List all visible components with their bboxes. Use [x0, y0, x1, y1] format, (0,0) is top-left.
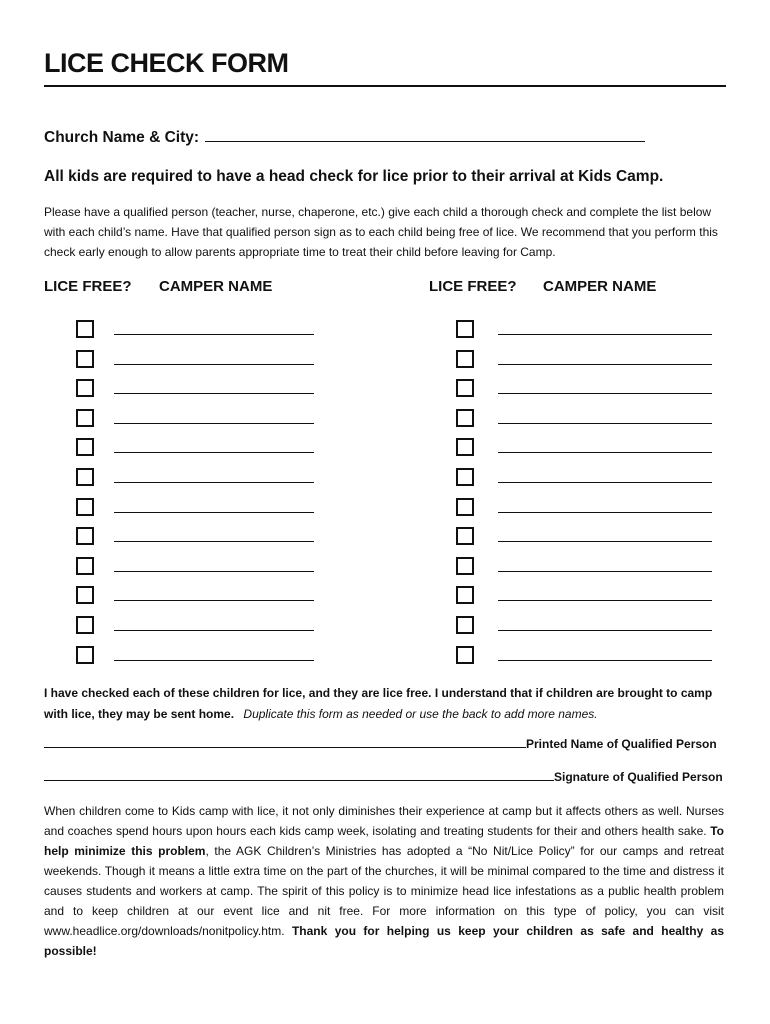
- right-camper-row: [456, 584, 716, 614]
- lice-free-checkbox[interactable]: [76, 498, 94, 516]
- lice-free-checkbox[interactable]: [76, 379, 94, 397]
- right-camper-row: [456, 555, 716, 585]
- camper-name-input-line[interactable]: [114, 541, 314, 542]
- left-camper-row: [76, 318, 316, 348]
- camper-name-input-line[interactable]: [114, 423, 314, 424]
- lice-free-checkbox[interactable]: [456, 409, 474, 427]
- page-title: LICE CHECK FORM: [44, 48, 289, 78]
- left-camper-row: [76, 496, 316, 526]
- signature-label: Signature of Qualified Person: [554, 770, 723, 784]
- right-lice-free-header: LICE FREE?: [429, 278, 517, 295]
- church-label: Church Name & City:: [44, 129, 200, 146]
- left-camper-row: [76, 525, 316, 555]
- left-checklist: [76, 318, 316, 673]
- lice-free-checkbox[interactable]: [456, 320, 474, 338]
- printed-name-input-line[interactable]: [44, 737, 526, 748]
- left-camper-row: [76, 644, 316, 674]
- church-name-input-line[interactable]: [205, 128, 645, 142]
- right-camper-row: [456, 377, 716, 407]
- lice-free-checkbox[interactable]: [456, 438, 474, 456]
- church-field: [44, 128, 645, 147]
- lice-free-checkbox[interactable]: [456, 468, 474, 486]
- left-camper-row: [76, 614, 316, 644]
- requirement-statement: All kids are required to have a head check for lice prior to their arrival at Kids Camp.: [44, 168, 664, 185]
- lice-free-checkbox[interactable]: [76, 616, 94, 634]
- lice-free-checkbox[interactable]: [76, 586, 94, 604]
- lice-free-checkbox[interactable]: [76, 438, 94, 456]
- camper-name-input-line[interactable]: [114, 334, 314, 335]
- lice-free-checkbox[interactable]: [456, 646, 474, 664]
- camper-name-input-line[interactable]: [498, 393, 712, 394]
- right-camper-row: [456, 466, 716, 496]
- title-divider: [44, 85, 726, 87]
- lice-free-checkbox[interactable]: [76, 646, 94, 664]
- lice-free-checkbox[interactable]: [456, 586, 474, 604]
- camper-name-input-line[interactable]: [114, 660, 314, 661]
- policy-thanks: Thank you for helping us keep your children as safe and healthy as possible!: [44, 924, 724, 958]
- policy-text-1: When children come to Kids camp with lice, it not only diminishes their experience at camp but it affects others as well. Nurses and coaches spend hours upon hours each kids camp week, isolating and treating students for their and others health sake.: [44, 804, 724, 838]
- printed-name-label: Printed Name of Qualified Person: [526, 737, 717, 751]
- camper-name-input-line[interactable]: [498, 334, 712, 335]
- lice-free-checkbox[interactable]: [456, 379, 474, 397]
- certification-text: I have checked each of these children for lice, and they are lice free. I understand that if children are brought to camp with lice, they may be sent home.: [44, 686, 713, 721]
- signature-input-line[interactable]: [44, 770, 554, 781]
- left-camper-row: [76, 407, 316, 437]
- right-camper-row: [456, 348, 716, 378]
- right-camper-row: [456, 644, 716, 674]
- lice-free-checkbox[interactable]: [76, 320, 94, 338]
- left-camper-row: [76, 555, 316, 585]
- signature-row: [44, 770, 723, 784]
- lice-free-checkbox[interactable]: [456, 350, 474, 368]
- printed-name-row: [44, 737, 717, 751]
- left-camper-name-header: CAMPER NAME: [159, 278, 273, 295]
- right-camper-row: [456, 614, 716, 644]
- left-camper-row: [76, 466, 316, 496]
- right-camper-row: [456, 436, 716, 466]
- camper-name-input-line[interactable]: [114, 600, 314, 601]
- left-camper-row: [76, 436, 316, 466]
- lice-free-checkbox[interactable]: [76, 527, 94, 545]
- right-camper-row: [456, 318, 716, 348]
- camper-name-input-line[interactable]: [498, 512, 712, 513]
- left-lice-free-header: LICE FREE?: [44, 278, 132, 295]
- camper-name-input-line[interactable]: [114, 630, 314, 631]
- camper-name-input-line[interactable]: [498, 364, 712, 365]
- nit-policy-paragraph: [44, 801, 724, 961]
- camper-name-input-line[interactable]: [498, 482, 712, 483]
- instructions-paragraph: Please have a qualified person (teacher, nurse, chaperone, etc.) give each child a thorough check and complete the list below with each child’s name. Have that qualified person sign as to each child being free of lice. We recommend that you perform this check early enough to allow parents appropriate time to treat their child before leaving for Camp.: [44, 205, 718, 259]
- camper-name-input-line[interactable]: [114, 364, 314, 365]
- lice-free-checkbox[interactable]: [456, 557, 474, 575]
- lice-free-checkbox[interactable]: [456, 527, 474, 545]
- lice-free-checkbox[interactable]: [456, 498, 474, 516]
- certification-statement: [44, 683, 734, 724]
- policy-emphasis-1: To help minimize this problem: [44, 824, 724, 858]
- left-camper-row: [76, 377, 316, 407]
- right-checklist: [456, 318, 716, 673]
- lice-free-checkbox[interactable]: [76, 468, 94, 486]
- camper-name-input-line[interactable]: [114, 482, 314, 483]
- camper-name-input-line[interactable]: [498, 660, 712, 661]
- right-camper-name-header: CAMPER NAME: [543, 278, 657, 295]
- camper-name-input-line[interactable]: [114, 393, 314, 394]
- camper-name-input-line[interactable]: [498, 423, 712, 424]
- left-camper-row: [76, 348, 316, 378]
- left-camper-row: [76, 584, 316, 614]
- camper-name-input-line[interactable]: [498, 571, 712, 572]
- camper-name-input-line[interactable]: [498, 452, 712, 453]
- camper-name-input-line[interactable]: [114, 452, 314, 453]
- duplicate-note: Duplicate this form as needed or use the back to add more names.: [243, 706, 598, 721]
- right-camper-row: [456, 407, 716, 437]
- lice-free-checkbox[interactable]: [76, 409, 94, 427]
- camper-name-input-line[interactable]: [498, 600, 712, 601]
- camper-name-input-line[interactable]: [498, 630, 712, 631]
- camper-name-input-line[interactable]: [498, 541, 712, 542]
- lice-free-checkbox[interactable]: [76, 557, 94, 575]
- right-camper-row: [456, 525, 716, 555]
- camper-name-input-line[interactable]: [114, 571, 314, 572]
- right-camper-row: [456, 496, 716, 526]
- camper-name-input-line[interactable]: [114, 512, 314, 513]
- lice-free-checkbox[interactable]: [456, 616, 474, 634]
- lice-free-checkbox[interactable]: [76, 350, 94, 368]
- policy-text-2: , the AGK Children’s Ministries has adopted a “No Nit/Lice Policy” for our camps and retreat weekends. Though it means a little extra time on the part of the churches, it will be minimal compared to the time and distress it causes students and workers at camp. The spirit of this policy is to minimize head lice infestations as a public health problem and to keep children at our event lice and nit free. For more information on this type of policy, you can visit www.headlice.org/downloads/nonitpolicy.htm.: [44, 844, 724, 938]
